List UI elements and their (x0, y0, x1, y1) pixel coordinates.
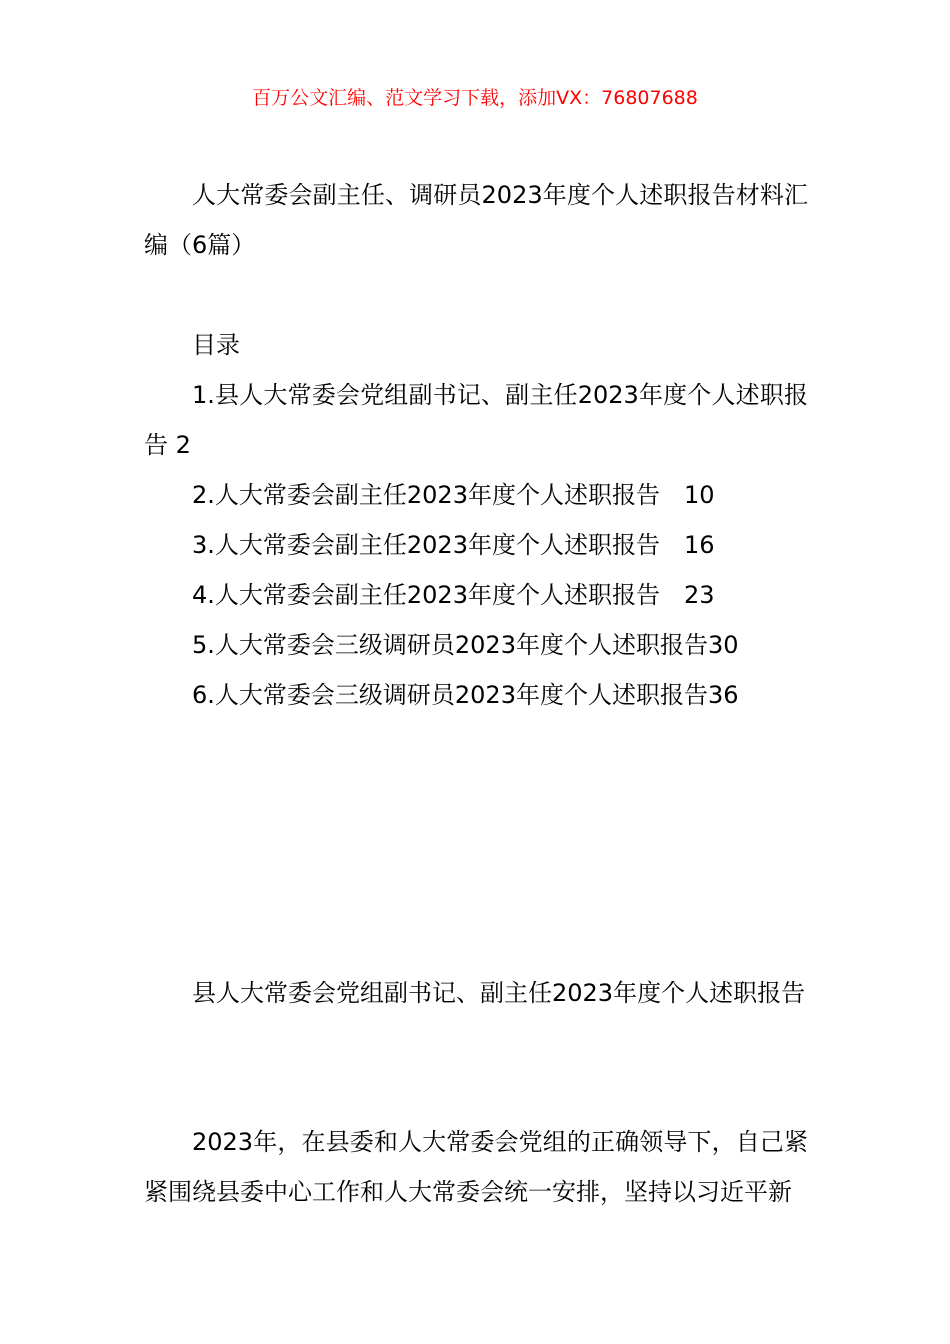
body-text-block (144, 1117, 808, 1217)
toc-item[interactable]: 1.县人大常委会党组副书记、副主任2023年度个人述职报告 2 (144, 381, 808, 459)
section-title: 县人大常委会党组副书记、副主任2023年度个人述职报告 (192, 979, 806, 1007)
document-title-block (144, 170, 808, 270)
toc-item[interactable]: 3.人大常委会副主任2023年度个人述职报告 16 (192, 531, 715, 559)
section-title-block (144, 968, 808, 1018)
toc-item[interactable]: 4.人大常委会副主任2023年度个人述职报告 23 (192, 581, 715, 609)
watermark-header: 百万公文汇编、范文学习下载，添加VX：76807688 (252, 87, 698, 109)
table-of-contents (144, 320, 808, 720)
toc-item[interactable]: 6.人大常委会三级调研员2023年度个人述职报告36 (192, 681, 739, 709)
toc-item[interactable]: 2.人大常委会副主任2023年度个人述职报告 10 (192, 481, 715, 509)
body-paragraph: 2023年，在县委和人大常委会党组的正确领导下，自己紧紧围绕县委中心工作和人大常委会统一安排，坚持以习近平新 (144, 1128, 808, 1206)
toc-item[interactable]: 5.人大常委会三级调研员2023年度个人述职报告30 (192, 631, 739, 659)
toc-heading: 目录 (192, 331, 240, 359)
document-title: 人大常委会副主任、调研员2023年度个人述职报告材料汇编（6篇） (144, 181, 808, 259)
